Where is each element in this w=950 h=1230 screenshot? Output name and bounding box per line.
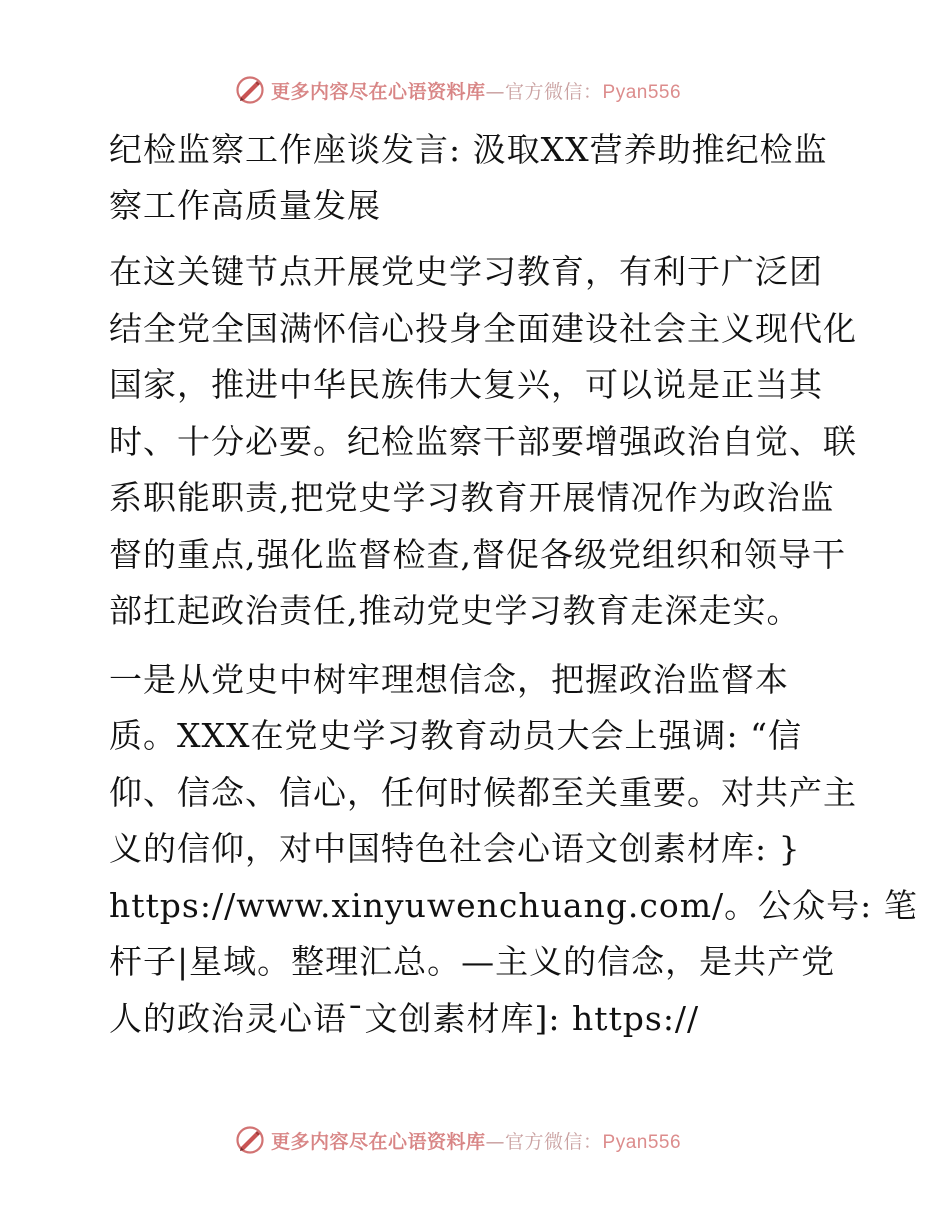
text-line: 国家，推进中华民族伟大复兴，可以说是正当其 xyxy=(109,365,823,404)
paragraph-intro xyxy=(97,244,857,640)
title-line: 纪检监察工作座谈发言: 汲取XX营养助推纪检监 xyxy=(109,130,828,169)
text-line: 在这关键节点开展党史学习教育，有利于广泛团 xyxy=(109,252,823,291)
pen-logo-icon xyxy=(235,1125,265,1155)
watermark-text xyxy=(271,1127,681,1154)
document-body xyxy=(97,122,918,1059)
document-title xyxy=(97,122,857,234)
text-line: 质。XXX在党史学习教育动员大会上强调: “信 xyxy=(109,716,802,755)
text-line: 时、十分必要。纪检监察干部要增强政治自觉、联 xyxy=(109,421,857,461)
text-line: 部扛起政治责任,推动党史学习教育走深走实。 xyxy=(109,591,801,630)
watermark-separator: — xyxy=(485,80,506,103)
watermark-main: 更多内容尽在心语资料库 xyxy=(271,1130,486,1153)
watermark-separator: — xyxy=(485,1130,506,1153)
text-line: 杆子|星域。整理汇总。—主义的信念，是共产党 xyxy=(109,942,836,981)
watermark-footer xyxy=(235,1122,681,1158)
watermark-text xyxy=(271,77,681,104)
text-line: 督的重点,强化监督检查,督促各级党组织和领导干 xyxy=(109,534,846,574)
pen-logo-icon xyxy=(235,75,265,105)
text-line: 仰、信念、信心，任何时候都至关重要。对共产主 xyxy=(109,772,857,812)
watermark-label: 官方微信： xyxy=(505,80,603,103)
watermark-label: 官方微信： xyxy=(505,1130,603,1153)
text-line: 一是从党史中树牢理想信念，把握政治监督本 xyxy=(109,659,789,699)
text-line: https://www.xinyuwenchuang.com/。公众号: 笔 xyxy=(109,885,918,925)
text-line: 系职能职责,把党史学习教育开展情况作为政治监 xyxy=(109,478,835,517)
title-line: 察工作高质量发展 xyxy=(109,186,381,225)
watermark-id: Pyan556 xyxy=(602,1131,682,1153)
paragraph-point-one xyxy=(97,652,918,1048)
watermark-id: Pyan556 xyxy=(602,81,682,103)
text-line: 人的政治灵心语¯文创素材库]: https:// xyxy=(109,998,700,1038)
watermark-header xyxy=(235,72,681,108)
text-line: 结全党全国满怀信心投身全面建设社会主义现代化 xyxy=(109,308,857,348)
watermark-main: 更多内容尽在心语资料库 xyxy=(271,80,486,103)
text-line: 义的信仰，对中国特色社会心语文创素材库: } xyxy=(109,829,801,868)
